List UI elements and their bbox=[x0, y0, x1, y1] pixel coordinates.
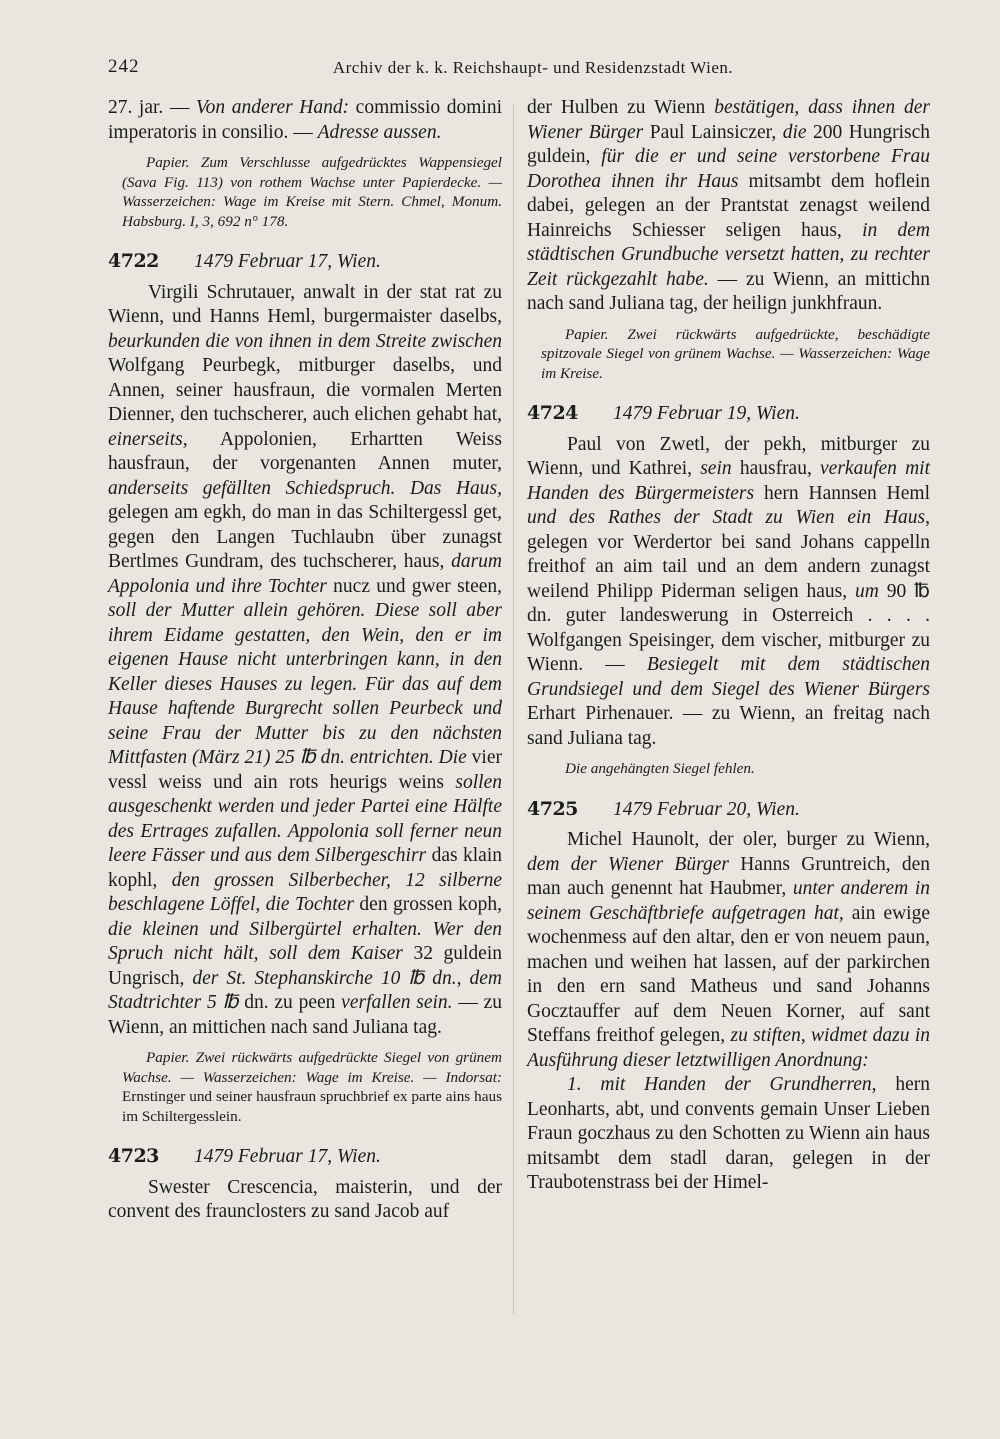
continuation-note: Papier. Zwei rückwärts aufgedrückte, beschädigte spitzovale Siegel von grünem Wachse. — Wasserzeichen: Wage im Kreise. bbox=[541, 325, 930, 382]
column-divider bbox=[513, 104, 514, 1314]
record-4724-heading bbox=[527, 401, 930, 427]
right-column bbox=[527, 96, 930, 1196]
page-number: 242 bbox=[108, 56, 140, 77]
record-number: 4725 bbox=[527, 797, 578, 820]
record-number: 4722 bbox=[108, 250, 159, 272]
record-date: 1479 Februar 20, Wien. bbox=[613, 798, 800, 820]
page-header bbox=[108, 56, 928, 86]
record-4725-text: Michel Haunolt, der oler, burger zu Wienn, dem der Wiener Bürger Hanns Gruntreich, den man auch genennt hat Haubmer, unter anderem in seinem Geschäftbriefe aufgetragen hat, ain ewige wochenmess auf den altar, den er von neuem paun, machen und weihen hat lassen, auf der parkirchen in den ern sand Matheus und sand Johanns Gocztauffer auf dem Neuen Korner, auf sant Steffans freithof gelegen, zu stiften, widmet dazu in Ausführung dieser letztwilligen Anordnung: bbox=[527, 829, 930, 1071]
record-date: 1479 Februar 19, Wien. bbox=[613, 403, 800, 424]
record-4725-item-1: 1. mit Handen der Grundherren, hern Leonharts, abt, und convents gemain Unser Lieben Fraun goczhaus zu den Schotten zu Wienn ain haus mitsambt dem stadl daran, gelegen in der Traubotenstrass bei der Himel- bbox=[527, 1074, 930, 1193]
left-column bbox=[108, 96, 502, 1225]
record-4723-heading bbox=[108, 1144, 502, 1170]
record-date: 1479 Februar 17, Wien. bbox=[194, 251, 381, 272]
continuation-text: der Hulben zu Wienn bestätigen, dass ihnen der Wiener Bürger Paul Lainsiczer, die 200 Hungrisch guldein, für die er und seine verstorbene Frau Dorothea ihnen ihr Haus mitsambt dem hoflein dabei, gelegen an der Prantstat zenagst weilend Hainreichs Schiesser seligen haus, in dem städtischen Grundbuche versetzt hatten, zu rechter Zeit rückgezahlt habe. — zu Wienn, an mittichn nach sand Juliana tag, der heilign junkhfraun. bbox=[527, 97, 931, 314]
record-4725-heading bbox=[527, 797, 930, 823]
record-number: 4724 bbox=[527, 402, 578, 424]
record-4722-text: Virgili Schrutauer, anwalt in der stat rat zu Wienn, und Hanns Heml, burgermaister daselbs, beurkunden die von ihnen in dem Streite zwischen Wolfgang Peurbegk, mitburger daselbs, und Annen, seiner hausfraun, die vormalen Merten Dienner, den tuchscherer, auch elichen gehabt hat, einerseits, Appolonien, Erhartten Weiss hausfraun, der vorgenanten Annen muter, anderseits gefällten Schiedspruch. Das Haus, gelegen am egkh, do man in das Schiltergessl get, gegen den Langen Tuchlaubn über zunagst Bertlmes Gundram, des tuchscherer, haus, darum Appolonia und ihre Tochter nucz und gwer steen, soll der Mutter allein gehören. Diese soll aber ihrem Eidame gestatten, den Wein, den er im eigenen Hause nicht unterbringen kann, in den Keller dieses Hauses zu legen. Für das auf dem Hause haftende Burgrecht sollen Peurbeck und seine Frau der Mutter bis zu den nächsten Mittfasten (März 21) 25 ℔ dn. entrichten. Die vier vessl weiss und ain rots heurigs weins sollen ausgeschenkt werden und jeder Partei eine Hälfte des Ertrages zufallen. Appolonia soll ferner neun leere Fässer und aus dem Silbergeschirr das klain kophl, den grossen Silberbecher, 12 silberne beschlagene Löffel, die Tochter den grossen koph, die kleinen und Silbergürtel erhalten. Wer den Spruch nicht hält, soll dem Kaiser 32 guldein Ungrisch, der St. Stephanskirche 10 ℔ dn., dem Stadtrichter 5 ℔ dn. zu peen verfallen sein. — zu Wienn, an mittichen nach sand Juliana tag. bbox=[108, 281, 503, 1038]
record-4723-text: Swester Crescencia, maisterin, und der convent des fraunclosters zu sand Jacob auf bbox=[108, 1176, 502, 1222]
record-4722-note: Papier. Zwei rückwärts aufgedrückte Siegel von grünem Wachse. — Wasserzeichen: Wage im Kreise. — Indorsat: Ernstinger und seiner hausfraun spruchbrief ex parte ains haus im Schiltergesslein. bbox=[122, 1049, 502, 1125]
continuation-note: Papier. Zum Verschlusse aufgedrücktes Wappensiegel (Sava Fig. 113) von rothem Wachse unter Papierdecke. — Wasserzeichen: Wage im Kreise mit Stern. Chmel, Monum. Habsburg. I, 3, 692 n° 178. bbox=[122, 154, 502, 230]
record-4724-text: Paul von Zwetl, der pekh, mitburger zu Wienn, und Kathrei, sein hausfrau, verkaufen mit Handen des Bürgermeisters hern Hannsen Heml und des Rathes der Stadt zu Wien ein Haus, gelegen vor Werdertor bei sand Johans cappelln freithof an aim tail und an dem andern zunagst weilend Philipp Piderman seligen haus, um 90 ℔ dn. guter landeswerung in Osterreich . . . . Wolfgangen Speisinger, dem vischer, mitburger zu Wienn. — Besiegelt mit dem städtischen Grundsiegel und dem Siegel des Wiener Bürgers Erhart Pirhenauer. — zu Wienn, an freitag nach sand Juliana tag. bbox=[527, 433, 931, 749]
running-title: Archiv der k. k. Reichshaupt- und Residenzstadt Wien. bbox=[332, 58, 734, 77]
record-number: 4723 bbox=[108, 1145, 159, 1167]
record-4722-heading bbox=[108, 249, 502, 275]
continuation-text: 27. jar. — Von anderer Hand: commissio domini imperatoris in consilio. — Adresse aussen. bbox=[108, 97, 502, 143]
record-date: 1479 Februar 17, Wien. bbox=[194, 1146, 381, 1167]
record-4724-note: Die angehängten Siegel fehlen. bbox=[565, 760, 755, 777]
